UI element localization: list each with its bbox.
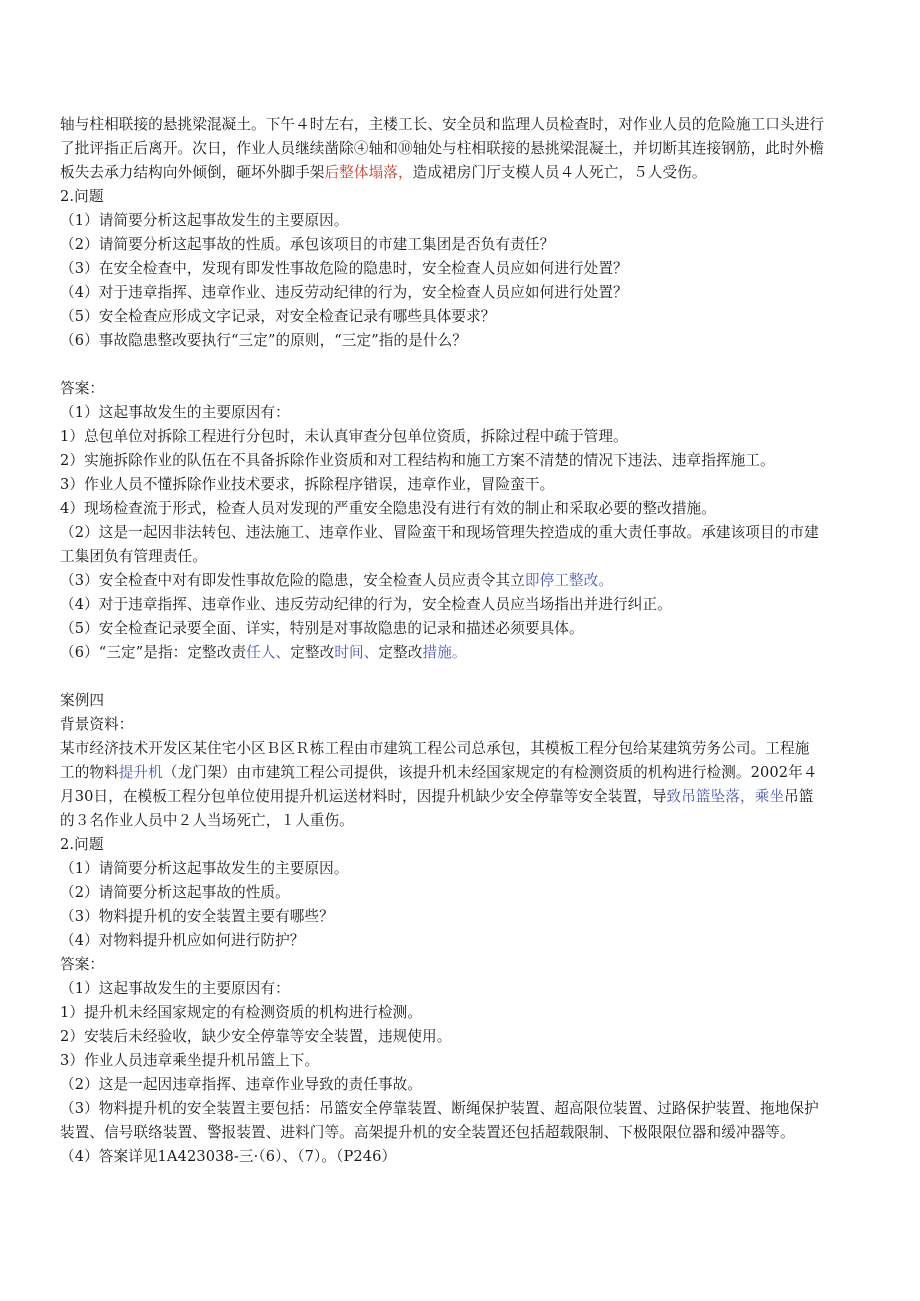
case-title: 案例四: [60, 692, 105, 709]
document-page: [60, 113, 866, 1169]
text-line: [60, 161, 866, 185]
section-heading: 2.问题: [60, 188, 104, 205]
highlighted-text: 措施。: [422, 644, 467, 661]
answer-item: [60, 569, 866, 593]
question-item: （3）物料提升机的安全装置主要有哪些？: [60, 908, 334, 925]
text-line: 了批评指正后离开。次日，作业人员继续凿除④轴和⑩轴处与柱相联接的悬挑梁混凝土，并切断其连接钢筋，此时外檐: [60, 140, 825, 157]
answer-subitem: 1）提升机未经国家规定的有检测资质的机构进行检测。: [60, 1004, 423, 1021]
text-span: 定整改: [378, 644, 423, 661]
answer-item: 装置、信号联络装置、警报装置、进料门等。高架提升机的安全装置还包括超载限制、下极限限位器和缓冲器等。: [60, 1124, 795, 1141]
spacer: [60, 665, 866, 689]
highlighted-text: 任人、: [246, 644, 291, 661]
question-item: （4）对于违章指挥、违章作业、违反劳动纪律的行为，安全检查人员应如何进行处置？: [60, 284, 628, 301]
question-item: （4）对物料提升机应如何进行防护？: [60, 932, 305, 949]
highlighted-text: 后整体塌落，: [324, 164, 413, 181]
answer-item: [60, 641, 866, 665]
answer-item: （4）对于违章指挥、违章作业、违反劳动纪律的行为，安全检查人员应当场指出并进行纠正。: [60, 596, 672, 613]
text-span: （龙门架）由市建筑工程公司提供，该提升机未经国家规定的有检测资质的机构进行检测。2002年４: [162, 764, 818, 781]
text-span: 工的物料: [60, 764, 119, 781]
answer-item: 工集团负有管理责任。: [60, 548, 207, 565]
question-item: （5）安全检查应形成文字记录，对安全检查记录有哪些具体要求？: [60, 308, 496, 325]
answer-subitem: 3）作业人员违章乘坐提升机吊篮上下。: [60, 1052, 320, 1069]
answer-item: （3）物料提升机的安全装置主要包括：吊篮安全停靠装置、断绳保护装置、超高限位装置、过路保护装置、拖地保护: [60, 1100, 819, 1117]
highlighted-text: 致吊篮坠落，乘坐: [666, 788, 785, 805]
question-item: （2）请简要分析这起事故的性质。: [60, 884, 290, 901]
background-label: 背景资料：: [60, 716, 134, 733]
highlighted-text: 时间、: [334, 644, 379, 661]
answer-label: 答案：: [60, 956, 105, 973]
text-span: （6）“三定”是指：定整改责: [60, 644, 247, 661]
text-span: 板失去承力结构向外倾倒，砸坏外脚手架: [60, 164, 325, 181]
text-span: 吊篮: [784, 788, 814, 805]
spacer: [60, 353, 866, 377]
answer-item: （1）这起事故发生的主要原因有：: [60, 980, 290, 997]
answer-item: （4）答案详见1A423038-三·（6）、（7）。（P246）: [60, 1148, 397, 1165]
question-item: （1）请简要分析这起事故发生的主要原因。: [60, 212, 349, 229]
text-span: 定整改: [290, 644, 335, 661]
answer-item: （2）这是一起因违章指挥、违章作业导致的责任事故。: [60, 1076, 423, 1093]
question-item: （3）在安全检查中，发现有即发性事故危险的隐患时，安全检查人员应如何进行处置？: [60, 260, 628, 277]
answer-subitem: 1）总包单位对拆除工程进行分包时，未认真审查分包单位资质，拆除过程中疏于管理。: [60, 428, 628, 445]
text-span: 月30日，在模板工程分包单位使用提升机运送材料时，因提升机缺少安全停靠等安全装置，导: [60, 788, 667, 805]
answer-subitem: 2）安装后未经验收，缺少安全停靠等安全装置，违规使用。: [60, 1028, 452, 1045]
text-span: （3）安全检查中对有即发性事故危险的隐患，安全检查人员应责令其立: [60, 572, 525, 589]
question-item: （6）事故隐患整改要执行“三定”的原则，“三定”指的是什么？: [60, 332, 467, 349]
answer-subitem: 3）作业人员不懂拆除作业技术要求，拆除程序错误，违章作业，冒险蛮干。: [60, 476, 555, 493]
highlighted-text: 提升机: [118, 764, 163, 781]
text-span: 造成裙房门厅支模人员４人死亡，５人受伤。: [412, 164, 707, 181]
text-line: 某市经济技术开发区某住宅小区Ｂ区Ｒ栋工程由市建筑工程公司总承包，其模板工程分包给某建筑劳务公司。工程施: [60, 740, 810, 757]
answer-item: （5）安全检查记录要全面、详实，特别是对事故隐患的记录和描述必须要具体。: [60, 620, 584, 637]
answer-subitem: 2）实施拆除作业的队伍在不具备拆除作业资质和对工程结构和施工方案不清楚的情况下违法、违章指挥施工。: [60, 452, 775, 469]
section-heading: 2.问题: [60, 836, 104, 853]
question-item: （2）请简要分析这起事故的性质。承包该项目的市建工集团是否负有责任？: [60, 236, 555, 253]
answer-label: 答案：: [60, 380, 105, 397]
text-line: 轴与柱相联接的悬挑梁混凝土。下午４时左右，主楼工长、安全员和监理人员检查时，对作业人员的危险施工口头进行: [60, 116, 825, 133]
text-line: [60, 761, 866, 785]
answer-subitem: 4）现场检查流于形式，检查人员对发现的严重安全隐患没有进行有效的制止和采取必要的整改措施。: [60, 500, 716, 517]
text-line: 的３名作业人员中２人当场死亡，１人重伤。: [60, 812, 354, 829]
highlighted-text: 即停工整改。: [524, 572, 614, 589]
question-item: （1）请简要分析这起事故发生的主要原因。: [60, 860, 349, 877]
answer-item: （1）这起事故发生的主要原因有：: [60, 404, 290, 421]
answer-item: （2）这是一起因非法转包、违法施工、违章作业、冒险蛮干和现场管理失控造成的重大责任事故。承建该项目的市建: [60, 524, 819, 541]
text-line: [60, 785, 866, 809]
